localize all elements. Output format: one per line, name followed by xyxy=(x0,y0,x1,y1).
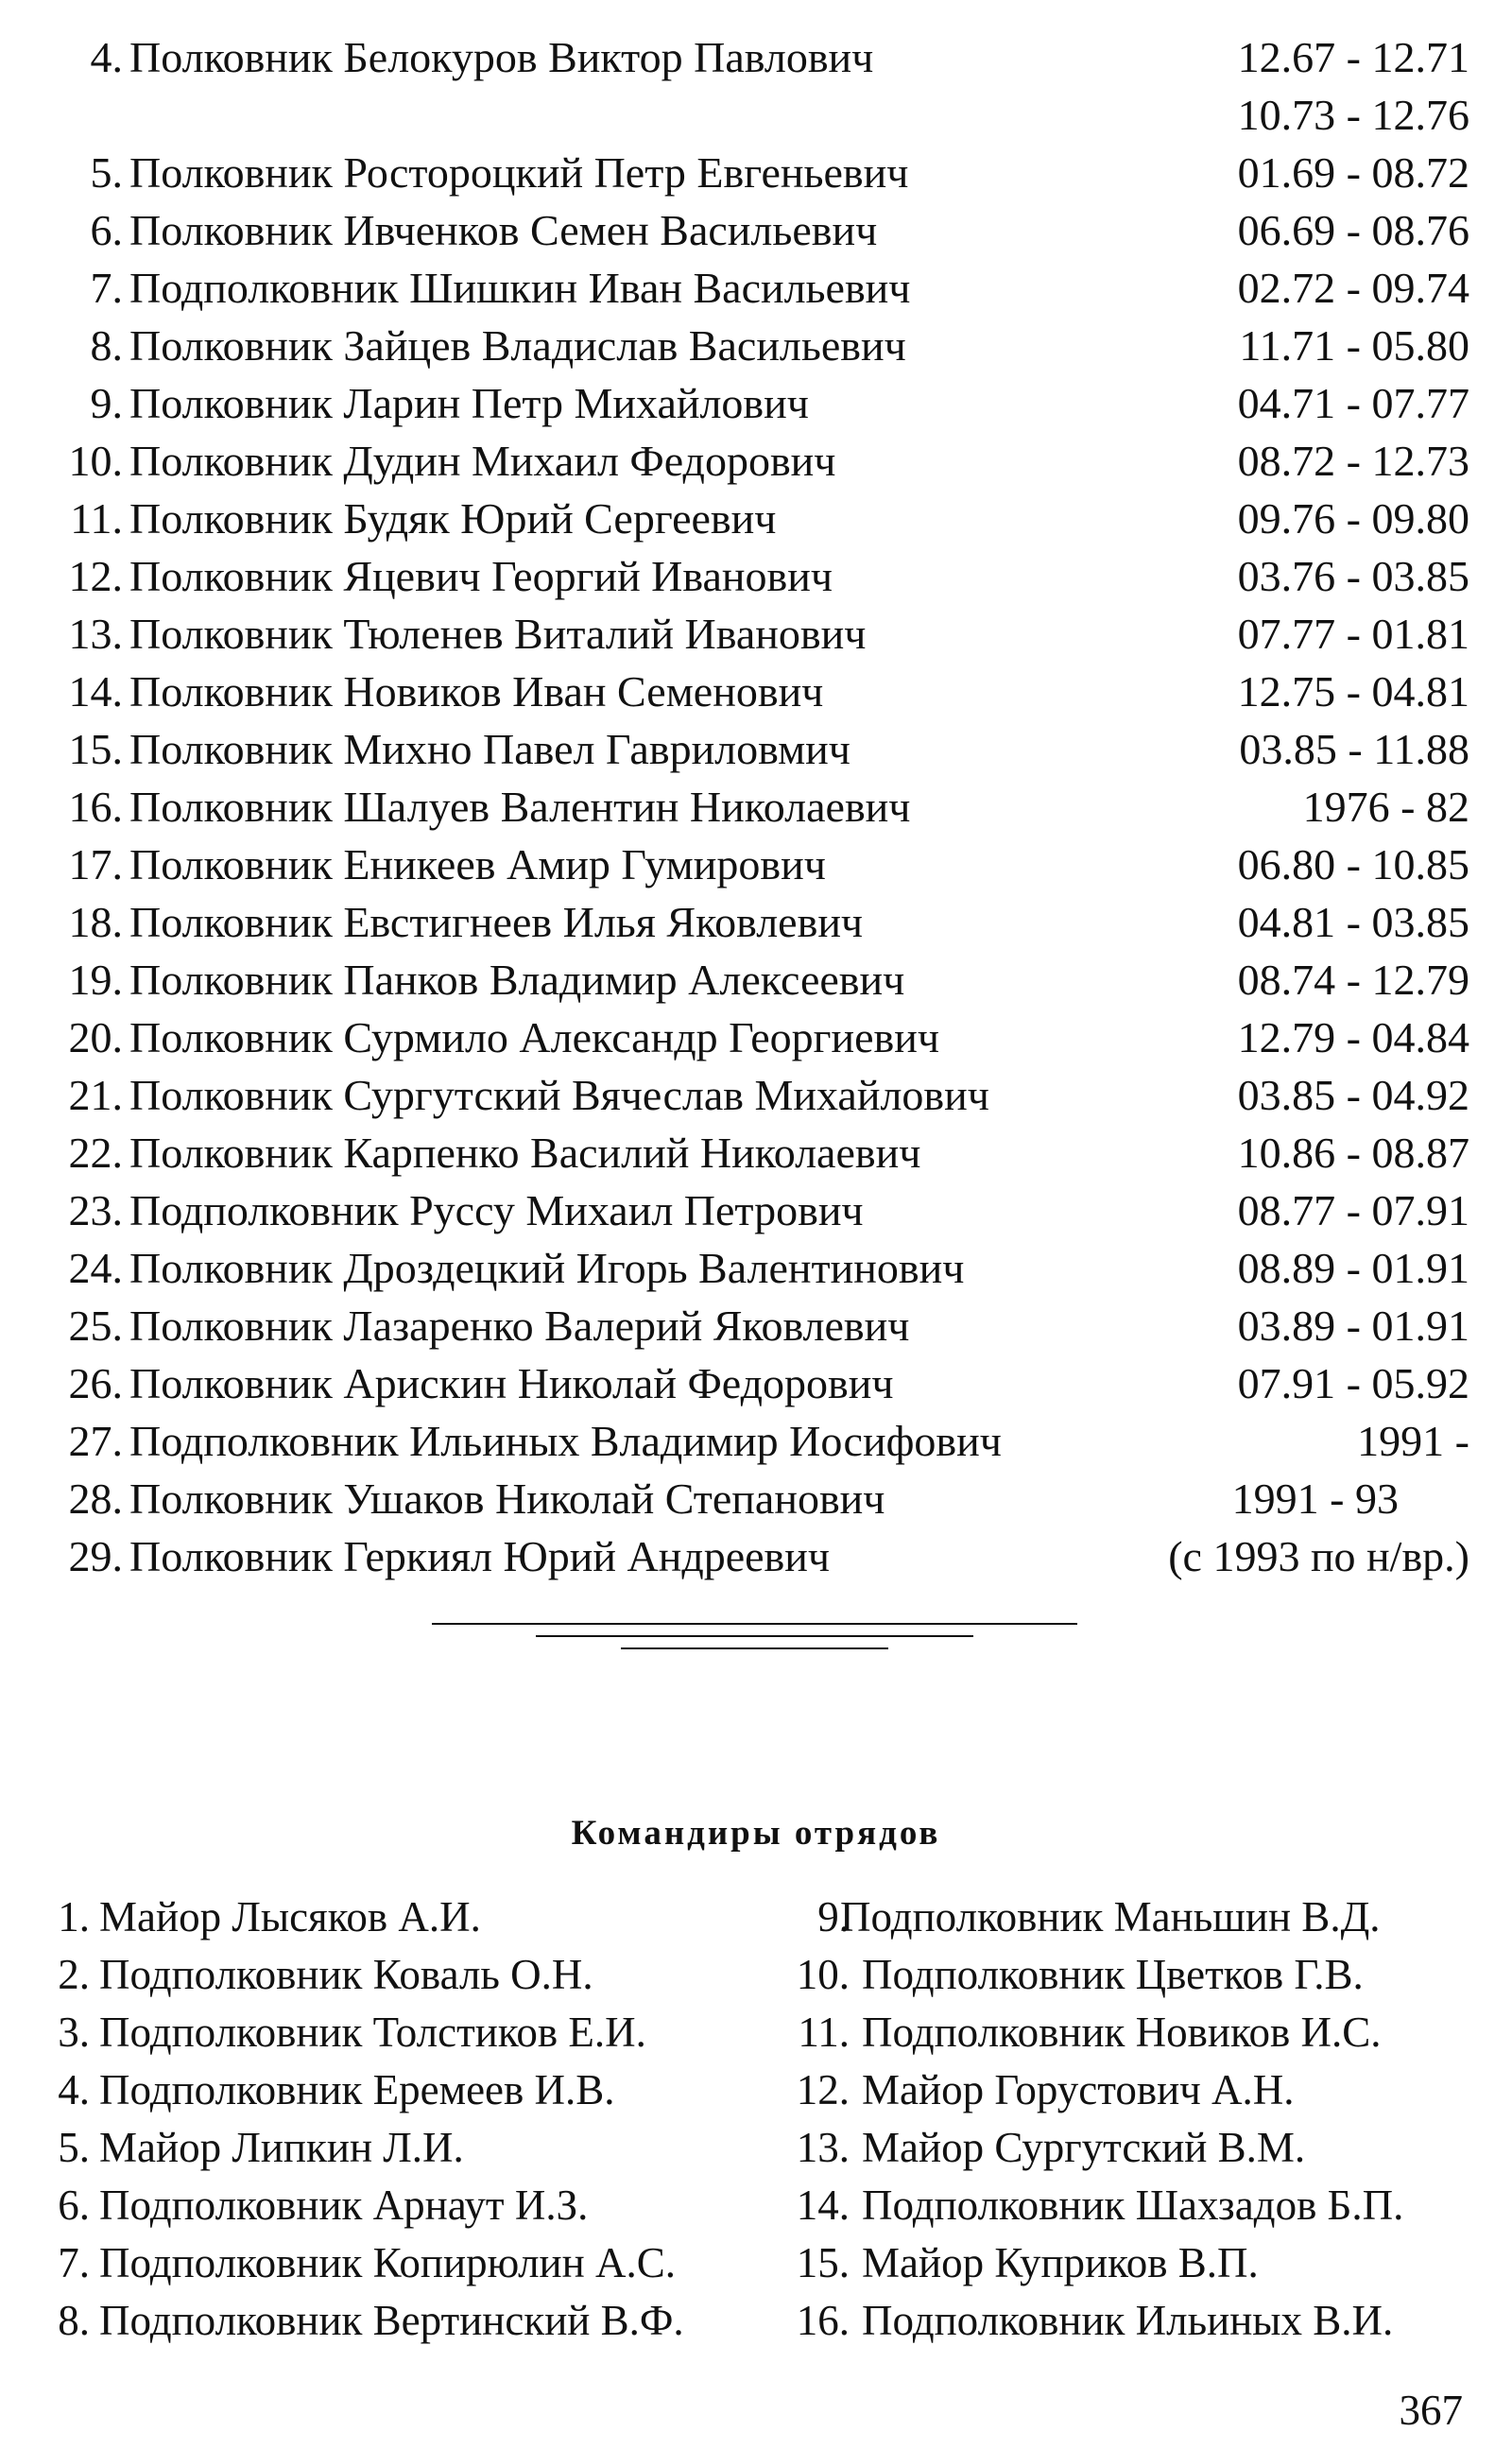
service-period: 07.91 - 05.92 xyxy=(1237,1359,1469,1407)
commander-name: Полковник Лазаренко Валерий Яковлевич xyxy=(129,1302,910,1350)
service-period: 12.67 - 12.71 xyxy=(1237,33,1469,81)
service-period: 01.69 - 08.72 xyxy=(1237,148,1469,197)
commander-name: Полковник Геркиял Юрий Андреевич xyxy=(129,1532,831,1580)
item-number: 10. xyxy=(796,1951,850,1998)
separator-rule-bottom xyxy=(621,1647,888,1649)
commander-row xyxy=(0,547,1512,605)
commander-name: Подполковник Шишкин Иван Васильевич xyxy=(129,264,911,312)
separator-rule-middle xyxy=(536,1635,973,1637)
commander-name: Полковник Новиков Иван Семенович xyxy=(129,667,824,716)
commander-row xyxy=(0,1009,1512,1066)
list-item xyxy=(756,1946,1512,2004)
commander-name: Полковник Панков Владимир Алексеевич xyxy=(129,956,905,1004)
service-period: 03.85 - 11.88 xyxy=(1239,725,1469,773)
row-number: 4. xyxy=(90,33,123,81)
service-period: 1991 - 93 xyxy=(1231,1475,1399,1523)
list-item xyxy=(0,1888,756,1946)
commander-row xyxy=(0,1124,1512,1181)
commander-row xyxy=(0,259,1512,317)
service-period: 04.71 - 07.77 xyxy=(1237,379,1469,427)
service-period: 04.81 - 03.85 xyxy=(1237,898,1469,946)
commander-name: Полковник Ивченков Семен Васильевич xyxy=(129,206,878,254)
commander-name: Полковник Тюленев Виталий Иванович xyxy=(129,610,867,658)
list-item xyxy=(756,2292,1512,2350)
commander-name: Полковник Будяк Юрий Сергеевич xyxy=(129,494,777,543)
commander-name: Полковник Сургутский Вячеслав Михайлович xyxy=(129,1071,989,1119)
commander-row xyxy=(0,144,1512,201)
commander-name: Полковник Ушаков Николай Степанович xyxy=(129,1475,885,1523)
commander-name: Полковник Дудин Михаил Федорович xyxy=(129,437,836,485)
list-item xyxy=(756,2119,1512,2177)
row-number: 7. xyxy=(90,264,123,312)
item-text: Майор Липкин Л.И. xyxy=(99,2124,464,2171)
commander-row xyxy=(0,1239,1512,1297)
item-text: Подполковник Цветков Г.В. xyxy=(862,1951,1364,1998)
service-period: 1991 - xyxy=(1357,1417,1469,1465)
item-text: Подполковник Толстиков Е.И. xyxy=(99,2009,646,2056)
row-number: 23. xyxy=(68,1186,123,1234)
row-number: 17. xyxy=(68,840,123,888)
item-text: Подполковник Коваль О.Н. xyxy=(99,1951,593,1998)
commander-name: Полковник Ларин Петр Михайлович xyxy=(129,379,809,427)
row-number: 27. xyxy=(68,1417,123,1465)
item-number: 2. xyxy=(58,1951,90,1998)
item-number: 11. xyxy=(798,2009,850,2056)
service-period: 10.86 - 08.87 xyxy=(1237,1129,1469,1177)
item-text: Майор Сургутский В.М. xyxy=(862,2124,1306,2171)
row-number: 26. xyxy=(68,1359,123,1407)
commander-row xyxy=(0,836,1512,893)
row-number: 24. xyxy=(68,1244,123,1292)
row-number: 18. xyxy=(68,898,123,946)
commander-row xyxy=(0,490,1512,547)
list-item xyxy=(0,2061,756,2119)
commander-row xyxy=(0,951,1512,1009)
commander-row xyxy=(0,1527,1512,1585)
row-number: 10. xyxy=(68,437,123,485)
commander-name: Подполковник Ильиных Владимир Иосифович xyxy=(129,1417,1002,1465)
service-period: 08.72 - 12.73 xyxy=(1237,437,1469,485)
item-number: 7. xyxy=(58,2239,90,2286)
commander-row xyxy=(0,1181,1512,1239)
commander-row xyxy=(0,663,1512,720)
row-number: 13. xyxy=(68,610,123,658)
commander-row xyxy=(0,605,1512,663)
service-period: 03.89 - 01.91 xyxy=(1237,1302,1469,1350)
service-period: 02.72 - 09.74 xyxy=(1237,264,1469,312)
row-number: 19. xyxy=(68,956,123,1004)
commander-row xyxy=(0,1066,1512,1124)
item-text: Подполковник Еремеев И.В. xyxy=(99,2066,615,2113)
list-item xyxy=(756,2004,1512,2061)
commander-row xyxy=(0,1297,1512,1354)
service-period: 03.85 - 04.92 xyxy=(1237,1071,1469,1119)
separator-rule-top xyxy=(432,1623,1077,1625)
item-text: Подполковник Вертинский В.Ф. xyxy=(99,2297,684,2344)
row-number: 9. xyxy=(90,379,123,427)
list-item xyxy=(0,2004,756,2061)
commander-name: Полковник Еникеев Амир Гумирович xyxy=(129,840,826,888)
row-number: 14. xyxy=(68,667,123,716)
commander-name: Полковник Карпенко Василий Николаевич xyxy=(129,1129,921,1177)
commander-name: Полковник Дроздецкий Игорь Валентинович xyxy=(129,1244,965,1292)
commander-row xyxy=(0,432,1512,490)
row-number: 15. xyxy=(68,725,123,773)
service-period: 12.79 - 04.84 xyxy=(1237,1013,1469,1061)
item-number: 14. xyxy=(796,2182,850,2229)
commander-row xyxy=(0,720,1512,778)
service-period: (с 1993 по н/вр.) xyxy=(1168,1532,1469,1580)
item-text: Майор Куприков В.П. xyxy=(862,2239,1259,2286)
row-number: 8. xyxy=(90,321,123,370)
commander-row xyxy=(0,201,1512,259)
list-item xyxy=(756,2177,1512,2234)
list-item xyxy=(756,2061,1512,2119)
row-number: 22. xyxy=(68,1129,123,1177)
list-item xyxy=(756,1888,1512,1946)
commander-name: Полковник Шалуев Валентин Николаевич xyxy=(129,783,911,831)
row-number: 29. xyxy=(68,1532,123,1580)
row-number: 16. xyxy=(68,783,123,831)
item-text: Подполковник Новиков И.С. xyxy=(862,2009,1382,2056)
service-period: 07.77 - 01.81 xyxy=(1237,610,1469,658)
item-number: 1. xyxy=(58,1893,90,1940)
row-number: 5. xyxy=(90,148,123,197)
service-period: 08.77 - 07.91 xyxy=(1237,1186,1469,1234)
commander-row xyxy=(0,28,1512,86)
commander-row xyxy=(0,1412,1512,1470)
commander-name: Полковник Яцевич Георгий Иванович xyxy=(129,552,833,600)
service-period: 1976 - 82 xyxy=(1302,783,1469,831)
row-number: 25. xyxy=(68,1302,123,1350)
commander-name: Подполковник Руссу Михаил Петрович xyxy=(129,1186,864,1234)
row-number: 20. xyxy=(68,1013,123,1061)
commander-name: Полковник Михно Павел Гавриловмич xyxy=(129,725,850,773)
page-number: 367 xyxy=(1399,2387,1463,2434)
service-period: 06.80 - 10.85 xyxy=(1237,840,1469,888)
list-item xyxy=(0,2177,756,2234)
service-period: 08.74 - 12.79 xyxy=(1237,956,1469,1004)
service-period: 06.69 - 08.76 xyxy=(1237,206,1469,254)
item-number: 16. xyxy=(796,2297,850,2344)
item-number: 4. xyxy=(58,2066,90,2113)
commander-row xyxy=(0,374,1512,432)
list-item xyxy=(0,2119,756,2177)
commander-name: Полковник Евстигнеев Илья Яковлевич xyxy=(129,898,864,946)
commander-row xyxy=(0,778,1512,836)
item-text: Подполковник Маньшин В.Д. xyxy=(840,1893,1381,1940)
item-text: Подполковник Ильиных В.И. xyxy=(862,2297,1394,2344)
item-number: 6. xyxy=(58,2182,90,2229)
item-text: Майор Горустович А.Н. xyxy=(862,2066,1295,2113)
service-period: 03.76 - 03.85 xyxy=(1237,552,1469,600)
item-text: Майор Лысяков А.И. xyxy=(99,1893,481,1940)
list-item xyxy=(0,2292,756,2350)
row-number: 12. xyxy=(68,552,123,600)
item-text: Подполковник Шахзадов Б.П. xyxy=(862,2182,1404,2229)
row-number: 6. xyxy=(90,206,123,254)
service-period: 09.76 - 09.80 xyxy=(1237,494,1469,543)
commander-row xyxy=(0,1470,1512,1527)
row-number: 21. xyxy=(68,1071,123,1119)
section-title: Командиры отрядов xyxy=(571,1814,941,1853)
row-number: 28. xyxy=(68,1475,123,1523)
list-item xyxy=(0,2234,756,2292)
commander-name: Полковник Сурмило Александр Георгиевич xyxy=(129,1013,939,1061)
commander-row xyxy=(0,1354,1512,1412)
row-number: 11. xyxy=(70,494,123,543)
commander-row xyxy=(0,86,1512,144)
item-text: Подполковник Копирюлин А.С. xyxy=(99,2239,676,2286)
item-number: 9. xyxy=(817,1893,850,1940)
item-number: 3. xyxy=(58,2009,90,2056)
item-number: 5. xyxy=(58,2124,90,2171)
service-period: 10.73 - 12.76 xyxy=(1237,91,1469,139)
commander-name: Полковник Зайцев Владислав Васильевич xyxy=(129,321,906,370)
commander-row xyxy=(0,317,1512,374)
list-item xyxy=(0,1946,756,2004)
item-text: Подполковник Арнаут И.З. xyxy=(99,2182,589,2229)
service-period: 11.71 - 05.80 xyxy=(1239,321,1469,370)
list-item xyxy=(756,2234,1512,2292)
service-period: 08.89 - 01.91 xyxy=(1237,1244,1469,1292)
service-period: 12.75 - 04.81 xyxy=(1237,667,1469,716)
commander-name: Полковник Белокуров Виктор Павлович xyxy=(129,33,874,81)
item-number: 15. xyxy=(796,2239,850,2286)
commander-name: Полковник Арискин Николай Федорович xyxy=(129,1359,894,1407)
item-number: 13. xyxy=(796,2124,850,2171)
item-number: 12. xyxy=(796,2066,850,2113)
commander-row xyxy=(0,893,1512,951)
item-number: 8. xyxy=(58,2297,90,2344)
commander-name: Полковник Ростороцкий Петр Евгеньевич xyxy=(129,148,909,197)
commander-row xyxy=(0,1585,1512,1643)
